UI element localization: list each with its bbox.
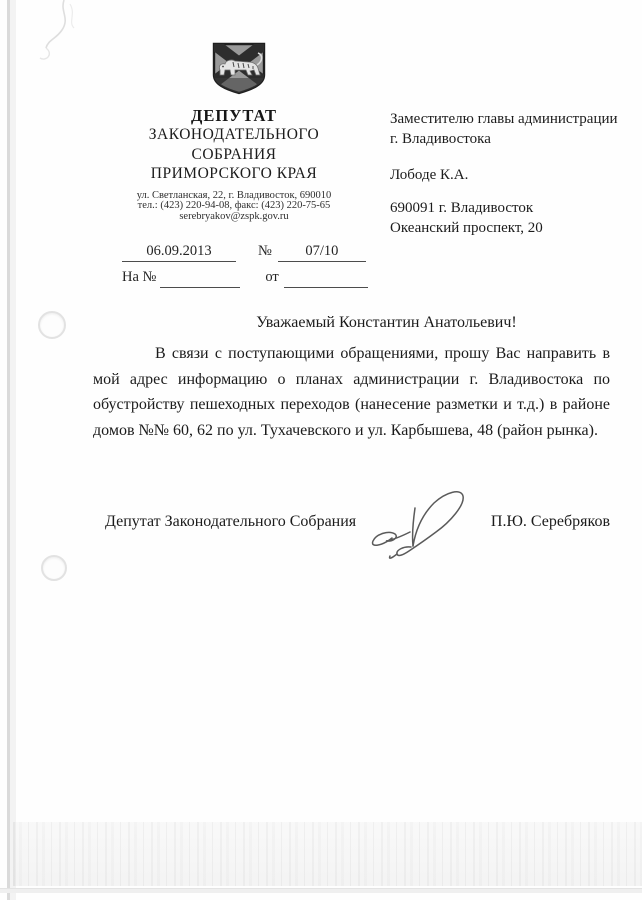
signer-name: П.Ю. Серебряков xyxy=(490,513,610,530)
addressee-name: Лободе К.А. xyxy=(390,167,469,183)
signer-position: Депутат Законодательного Собрания xyxy=(105,513,357,530)
letterhead-email: serebryakov@zspk.gov.ru xyxy=(179,210,289,222)
addressee-position-line2: г. Владивостока xyxy=(390,131,491,147)
hole-punch-mark xyxy=(41,555,67,581)
letterhead-title: ДЕПУТАТ xyxy=(191,106,277,125)
letterhead-org-line: ПРИМОРСКОГО КРАЯ xyxy=(150,165,318,182)
addressee-block xyxy=(390,109,630,238)
scan-edge-left-soft xyxy=(10,0,16,900)
addressee-position-line1: Заместителю главы администрации xyxy=(390,111,618,127)
letterhead-org-line: ЗАКОНОДАТЕЛЬНОГО xyxy=(148,126,320,143)
letterhead xyxy=(94,106,374,222)
reply-to-label: На № xyxy=(122,269,157,285)
coat-of-arms-icon xyxy=(211,42,267,96)
signature-row xyxy=(93,513,610,531)
scan-edge-left xyxy=(7,0,10,900)
addressee-street: Океанский проспект, 20 xyxy=(390,220,543,236)
letterhead-phone: тел.: (423) 220-94-08, факс: (423) 220-75-65 xyxy=(137,200,331,211)
scan-texture-bottom xyxy=(13,822,642,886)
addressee-postal: 690091 г. Владивосток xyxy=(390,200,534,216)
hole-punch-mark xyxy=(38,311,66,339)
reference-block xyxy=(122,243,372,288)
reply-to-number-line xyxy=(160,269,240,288)
from-date-label: от xyxy=(265,269,279,285)
from-date-line xyxy=(284,269,368,288)
body-paragraph: В связи с поступающими обращениями, прошу Вас направить в мой адрес информацию о планах администрации г. Владивостока по обустройству пешеходных переходов (нанесение разметки и т.д.) в районе домов №№ 60, 62 по ул. Тухачевского и ул. Карбышева, 48 (район рынка). xyxy=(93,345,610,439)
letter-number: 07/10 xyxy=(278,243,366,262)
letterhead-address: ул. Светланская, 22, г. Владивосток, 690010 xyxy=(136,189,332,201)
scan-edge-bottom xyxy=(0,888,642,893)
number-label: № xyxy=(258,243,272,259)
coat-of-arms xyxy=(211,42,267,96)
letterhead-org-line: СОБРАНИЯ xyxy=(191,145,277,163)
salutation: Уважаемый Константин Анатольевич! xyxy=(256,314,517,331)
scan-crease-topleft xyxy=(20,0,110,70)
letter-date: 06.09.2013 xyxy=(122,243,236,262)
